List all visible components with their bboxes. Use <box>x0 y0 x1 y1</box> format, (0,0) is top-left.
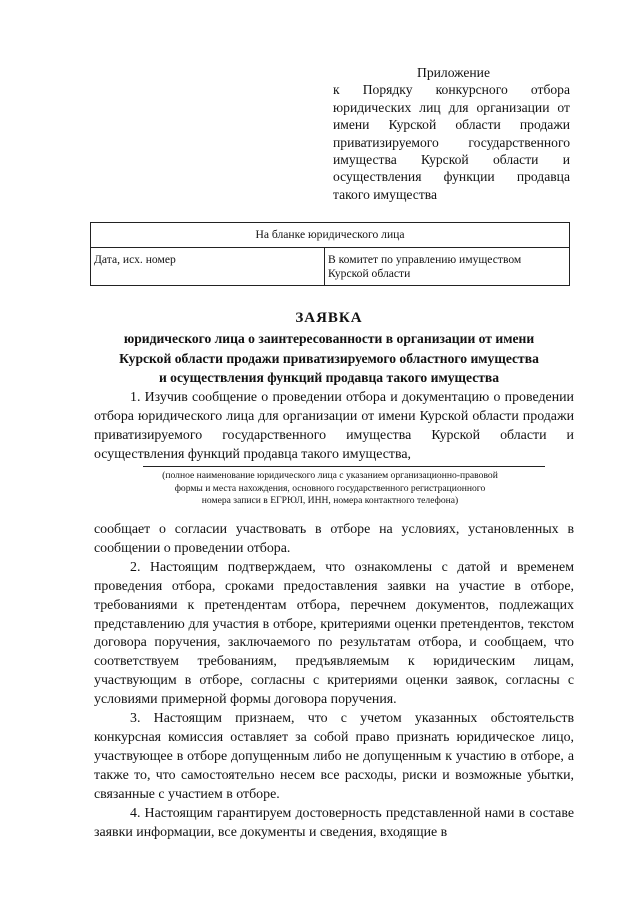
document-heading <box>90 307 568 388</box>
paragraph-4: 4. Настоящим гарантируем достоверность представленной нами в составе заявки информации, все документы и сведения, входящие в <box>94 805 574 840</box>
main-body <box>94 521 574 842</box>
footnote <box>110 470 550 508</box>
paragraph-1: 1. Изучив сообщение о проведении отбора и документацию о проведении отбора юридического лица для организации от имени Курской области продажи приватизируемого государственного имущества Курской области и осуществления функций продавца такого имущества, <box>94 390 574 462</box>
paragraph-1-continuation: сообщает о согласии участвовать в отборе на условиях, установленных в сообщении о проведении отбора. <box>94 522 574 556</box>
addressee-line: В комитет по управлению имуществом <box>328 253 522 266</box>
addressee-cell <box>325 248 569 285</box>
appendix-line: приватизируемого государственного <box>333 134 570 150</box>
appendix-title: Приложение <box>417 65 490 80</box>
letterhead-header: На бланке юридического лица <box>91 223 569 248</box>
appendix-line: такого имущества <box>333 186 438 202</box>
paragraph-1-block <box>94 389 574 465</box>
document-subtitle: юридического лица о заинтересованности в организации от имени <box>123 331 535 346</box>
paragraph-2: 2. Настоящим подтверждаем, что ознакомлены с датой и временем проведения отбора, сроками предоставления заявки на участие в отборе, требованиями к претендентам отбора, перечнем документов, подлежащих представлению для участия в отборе, критериями оценки претендентов, текстом договора поручения, заключаемого по результатам отбора, и сообщаем, что соответствуем требованиям, предъявляемым к юридическим лицам, участвующим в отборе, согласны с критериями оценки заявок, согласны с условиями примерной формы договора поручения. <box>94 559 574 708</box>
footnote-line: номера записи в ЕГРЮЛ, ИНН, номера контактного телефона) <box>201 495 459 507</box>
appendix-line: имущества Курской области и <box>333 152 570 168</box>
appendix-line: юридических лиц для организации от <box>333 99 570 115</box>
addressee-line: Курской области <box>328 267 411 280</box>
footnote-line: (полное наименование юридического лица с указанием организационно-правовой <box>162 470 498 481</box>
appendix-line: к Порядку конкурсного отбора <box>333 82 570 98</box>
footnote-line: формы и места нахождения, основного государственного регистрационного <box>174 482 486 494</box>
document-subtitle: Курской области продажи приватизируемого областного имущества <box>119 350 539 366</box>
document-title: ЗАЯВКА <box>295 310 363 326</box>
paragraph-3: 3. Настоящим признаем, что с учетом указанных обстоятельств конкурсная комиссия оставляет за собой право признать юридическое лицо, участвующее в отборе допущенным либо не допущенным к участию в отборе, а также то, что самостоятельно несем все расходы, риски и возможные убытки, связанные с участием в отборе. <box>94 711 574 802</box>
letterhead-row <box>91 248 569 285</box>
letterhead-table <box>90 222 570 286</box>
fill-in-line <box>143 466 545 467</box>
appendix-block <box>333 64 570 203</box>
appendix-line: имени Курской области продажи <box>333 117 570 133</box>
appendix-line: осуществления функции продавца <box>333 169 570 185</box>
document-subtitle: и осуществления функций продавца такого имущества <box>158 370 500 385</box>
date-number-cell: Дата, исх. номер <box>91 248 325 285</box>
